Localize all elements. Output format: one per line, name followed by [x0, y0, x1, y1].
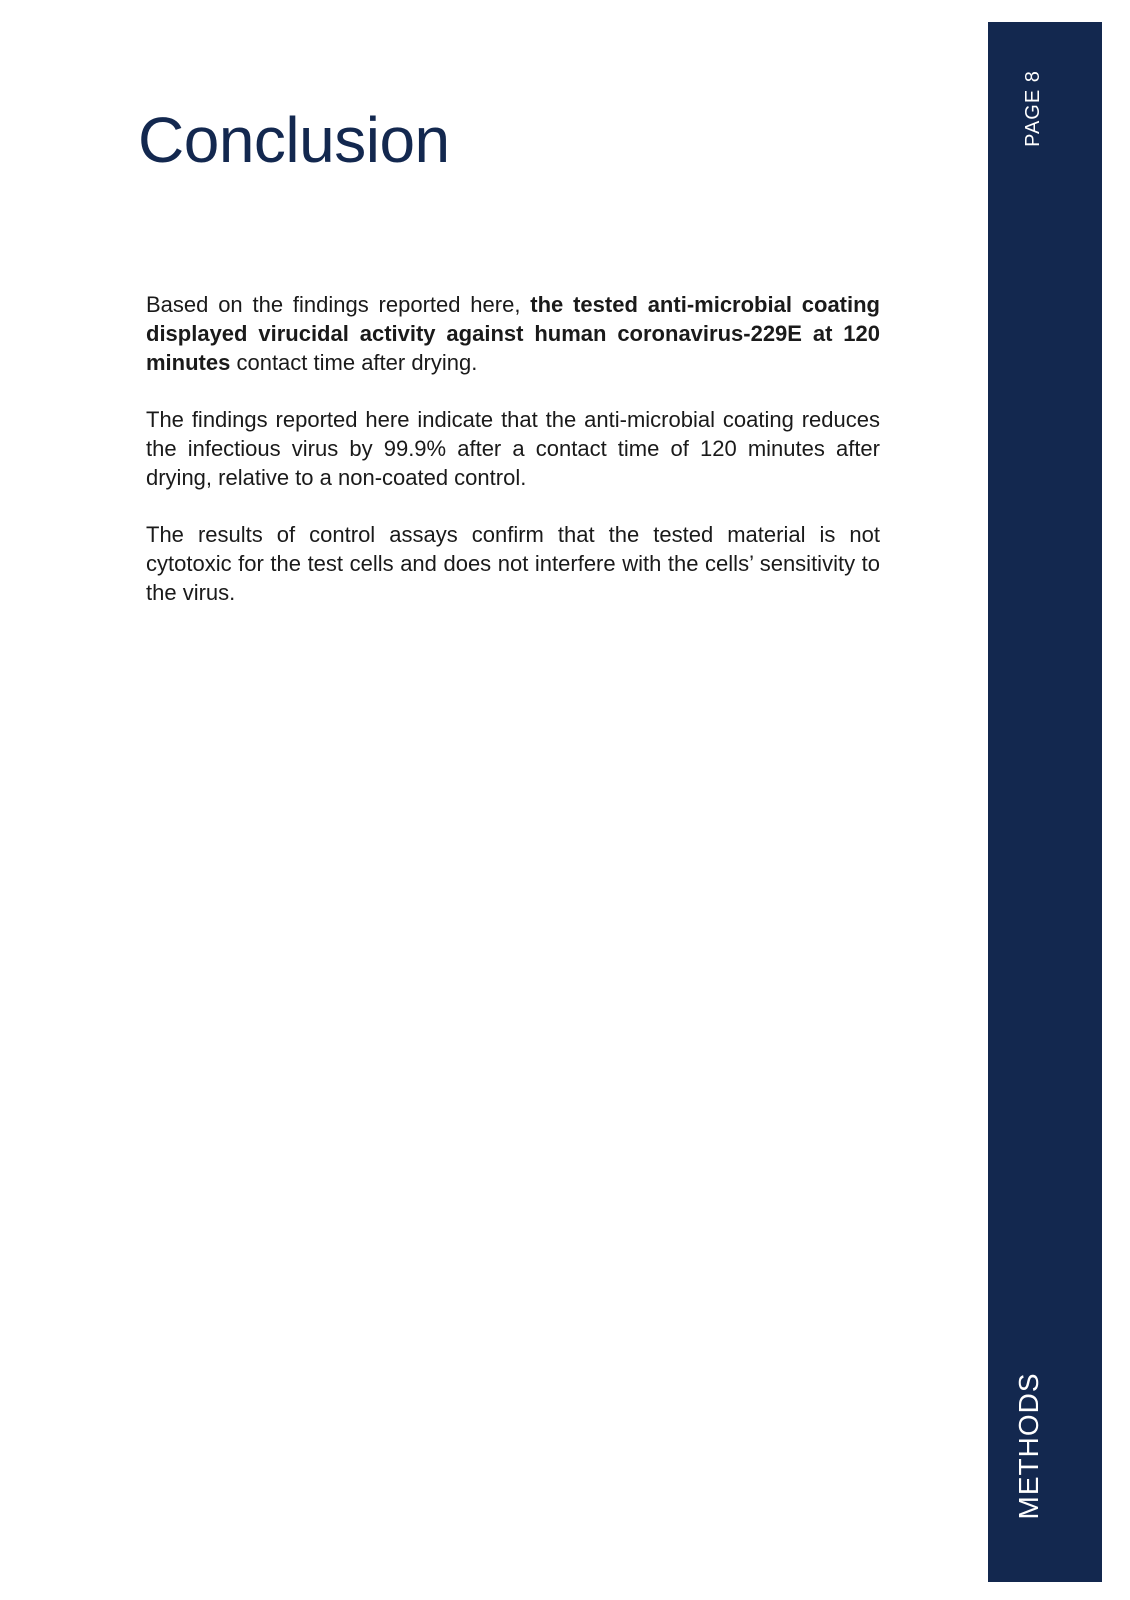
- paragraph-control-assays: The results of control assays confirm that the tested material is not cytotoxic for the test cells and does not interfere with the cells’ sensitivity to the virus.: [146, 522, 880, 605]
- body-text: [146, 290, 880, 635]
- paragraph-text: contact time after drying.: [230, 350, 478, 375]
- paragraph-text: Based on the findings reported here,: [146, 292, 531, 317]
- section-label-text: METHODS: [1013, 1372, 1044, 1520]
- sidebar: [988, 22, 1102, 1582]
- page-title: Conclusion: [138, 104, 450, 176]
- paragraph-reduction: The findings reported here indicate that the anti-microbial coating reduces the infectious virus by 99.9% after a contact time of 120 minutes after drying, relative to a non-coated control.: [146, 407, 880, 490]
- paragraph-findings: [146, 290, 880, 377]
- bold-highlight: the tested anti-microbial coating displayed virucidal activity against human coronavirus-229E at 120 minutes: [146, 292, 880, 375]
- page-number-text: PAGE 8: [1022, 70, 1044, 147]
